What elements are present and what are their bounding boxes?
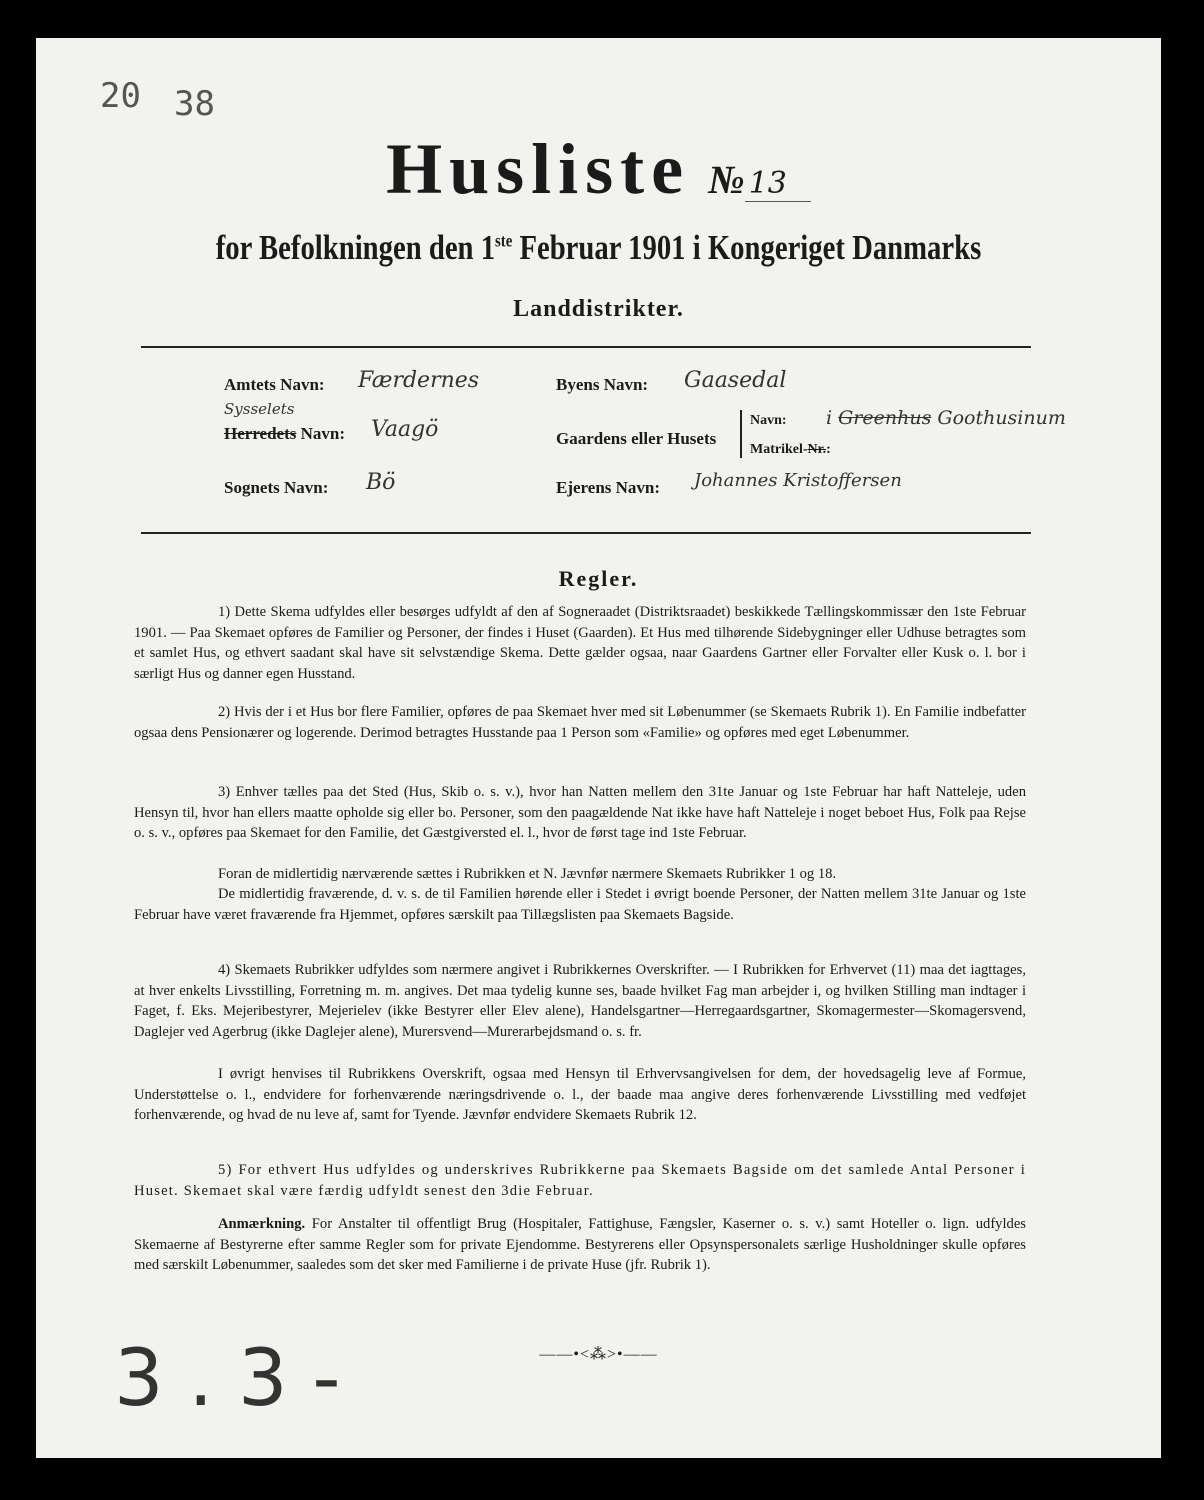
- census-form-page: [36, 38, 1161, 1458]
- sogn-label: Sognets Navn:: [224, 478, 329, 497]
- ejer-label: Ejerens Navn:: [556, 478, 661, 497]
- rules-heading: Regler.: [558, 566, 639, 591]
- amt-value: Færdernes: [358, 368, 480, 393]
- number-sign: №: [708, 157, 745, 202]
- form-subtitle-district: Landdistrikter.: [513, 296, 684, 322]
- rule-3: 3) Enhver tælles paa det Sted (Hus, Skib o. s. v.), hvor han Natten mellem den 31te Januar og 1ste Februar har haft Natteleje, uden Hensyn til, hvor han ellers maatte opholde sig eller bo. Personer, som den paagældende Nat ikke have haft Natteleje i noget beboet Hus, Folk paa Rejse o. s. v., opføres paa Skemaet for den Familie, det Gæstgiversted el. l., hvor de først tage ind 1ste Februar.: [134, 784, 1026, 842]
- fields-divider: [141, 532, 1031, 534]
- ejer-value: Johannes Kristoffersen: [694, 470, 902, 491]
- gaard-bracket: [740, 410, 742, 458]
- rule-2: 2) Hvis der i et Hus bor flere Familier, opføres de paa Skemaet hver med sit Løbenummer (se Skemaets Rubrik 1). En Familie indbefatter ogsaa dens Pensionærer og logerende. Derimod betragtes Husstande paa 1 Person som «Familie» og opføres med eget Løbenummer.: [134, 704, 1026, 741]
- rule-3c: De midlertidig fraværende, d. v. s. de til Familien hørende eller i Stedet i øvrigt boende Personer, der Natten mellem 31te Januar og 1ste Februar have været fraværende fra Hjemmet, opføres særskilt paa Tillægslisten paa Skemaets Bagside.: [134, 886, 1026, 923]
- rule-1: 1) Dette Skema udfyldes eller besørges udfyldt af den af Sogneraadet (Distriktsraadet) beskikkede Tællingskommissær den 1ste Februar 1901. — Paa Skemaet opføres de Familier og Personer, der findes i Huset (Gaarden). Et Hus med tilhørende Sidebygninger eller Udhuse betragtes som et samlet Hus, og ethvert saadant skal have sit selvstændige Skema. Dette gælder ogsaa, naar Gaardens Gartner eller Forvalter eller Kusk o. l. bor i særligt Hus og danner egen Husstand.: [134, 604, 1026, 682]
- herred-label: Herredets Navn:: [224, 424, 346, 443]
- remark: Anmærkning. For Anstalter til offentligt Brug (Hospitaler, Fattighuse, Fængsler, Kaserner o. s. v.) samt Hoteller o. lign. udfyldes Skemaerne af Bestyrerne efter samme Regler som for private Ejendomme. Bestyrerens eller Opsynspersonalets særlige Husholdninger skulle opføres med særskilt Løbenummer, saaledes som det sker med Familierne i de private Huse (jfr. Rubrik 1).: [134, 1216, 1026, 1274]
- gaard-navn-value: i Greenhus Goothusinum: [826, 407, 1066, 429]
- sogn-value: Bö: [366, 470, 396, 495]
- archive-number-right: 38: [174, 84, 215, 124]
- herred-value: Vaagö: [371, 417, 439, 442]
- top-divider: [141, 346, 1031, 348]
- matrikel-label: Matrikel-Nr.:: [750, 442, 831, 457]
- rule-3b: Foran de midlertidig nærværende sættes i Rubrikken et N. Jævnfør nærmere Skemaets Rubrikker 1 og 18.: [218, 866, 837, 882]
- rule-4b: I øvrigt henvises til Rubrikkens Overskrift, ogsaa med Hensyn til Erhvervsangivelsen for dem, der hovedsagelig leve af Formue, Understøttelse o. l., endvidere for forhenværende næringsdrivende o. l., der baade maa angive deres forhenværende Livsstilling med vedføjet forhenværende, og hvad de nu leve af, samt for Tyende. Jævnfør endvidere Skemaets Rubrik 12.: [134, 1066, 1026, 1124]
- amt-label: Amtets Navn:: [224, 375, 325, 394]
- by-value: Gaasedal: [684, 368, 787, 393]
- gaard-label: Gaardens eller Husets: [556, 429, 717, 448]
- gaard-navn-label: Navn:: [750, 413, 787, 428]
- form-title: [36, 128, 1161, 211]
- by-label: Byens Navn:: [556, 375, 649, 394]
- title-text: Husliste: [386, 129, 691, 209]
- rule-5: 5) For ethvert Hus udfyldes og underskrives Rubrikkerne paa Skemaets Bagside om det samlede Antal Personer i Huset. Skemaet skal være færdig udfyldt senest den 3die Februar.: [134, 1162, 1026, 1199]
- rule-4: 4) Skemaets Rubrikker udfyldes som nærmere angivet i Rubrikkernes Overskrifter. — I Rubrikken for Erhvervet (11) maa det iagttages, at hver enkelts Livsstilling, Forretning m. m. angives. Det maa tydelig kunne ses, baade hvilket Fag man arbejder i, og hvilken Stilling man indtager i Faget, f. Eks. Mejeribestyrer, Mejerielev (ikke Bestyrer eller Elev alene), Handelsgartner—Herregaardsgartner, Skomagermester—Skomagersvend, Daglejer ved Agerbrug (ikke Daglejer alene), Murersvend—Murerarbejdsmand o. s. fr.: [134, 962, 1026, 1040]
- ornament: ——•<⁂>•——: [539, 1346, 658, 1363]
- archive-number-left: 20: [100, 76, 141, 116]
- form-subtitle: for Befolkningen den 1ste Februar 1901 i Kongeriget Danmarks: [215, 228, 982, 267]
- handwritten-number: 3 . 3 -: [114, 1334, 341, 1424]
- herred-annotation: Sysselets: [224, 400, 295, 418]
- list-number: 13: [745, 166, 811, 202]
